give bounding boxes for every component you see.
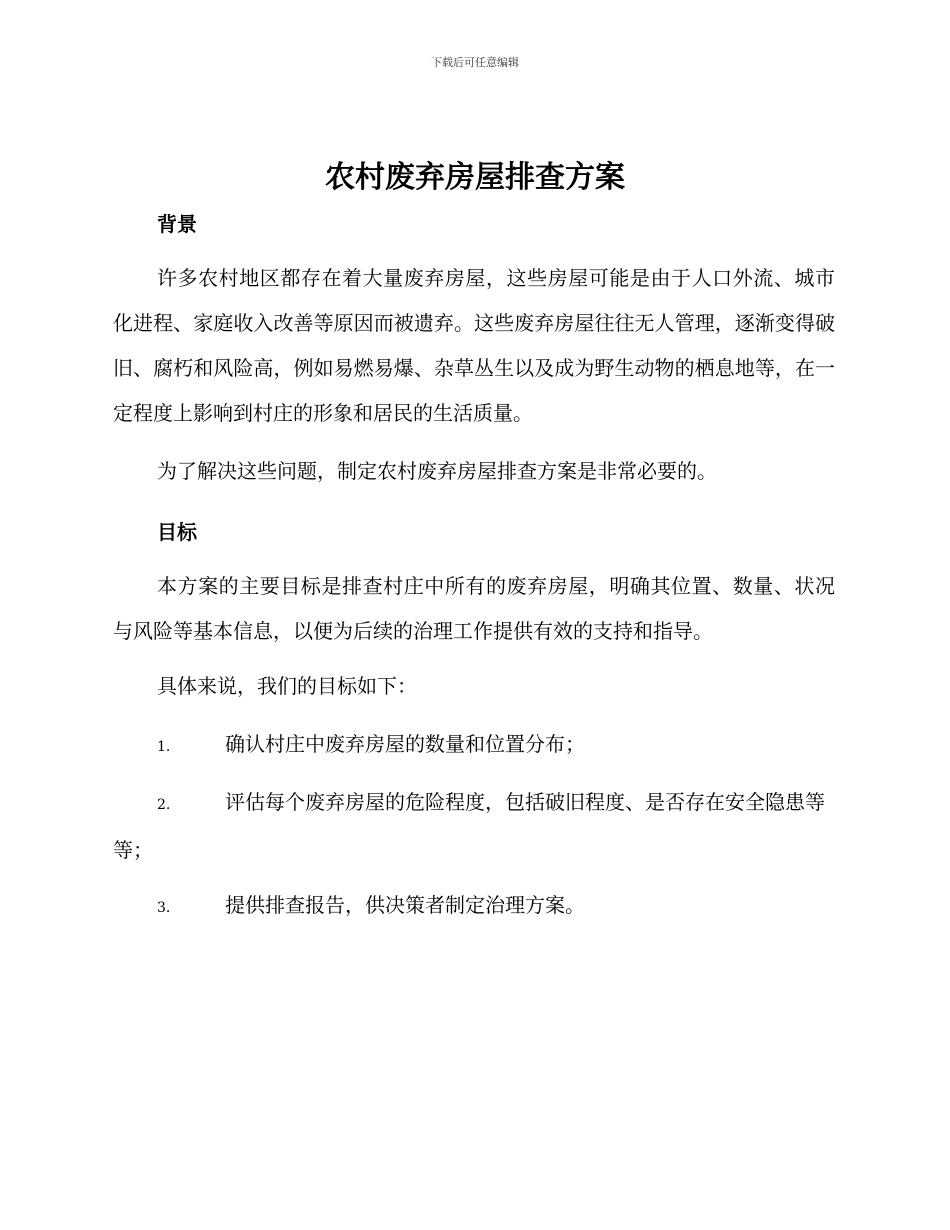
- document-title: 农村废弃房屋排查方案: [325, 160, 625, 195]
- section-heading-background: 背景: [157, 212, 197, 236]
- list-text: 确认村庄中废弃房屋的数量和位置分布；: [225, 732, 585, 756]
- goals-paragraph-1: 本方案的主要目标是排查村庄中所有的废弃房屋，明确其位置、数量、状况与风险等基本信息，以便为后续的治理工作提供有效的支持和指导。: [113, 574, 835, 643]
- list-text: 提供排查报告，供决策者制定治理方案。: [225, 893, 585, 917]
- list-number: 1.: [157, 739, 171, 755]
- list-number: 2.: [157, 797, 171, 813]
- list-text: 评估每个废弃房屋的危险程度，包括破旧程度、是否存在安全隐患等等；: [113, 790, 825, 862]
- header-note: 下载后可任意编辑: [431, 56, 519, 69]
- list-number: 3.: [157, 900, 171, 916]
- section-heading-goals: 目标: [157, 520, 197, 544]
- goal-list-item: [113, 722, 835, 770]
- background-paragraph-1: 许多农村地区都存在着大量废弃房屋，这些房屋可能是由于人口外流、城市化进程、家庭收入改善等原因而被遗弃。这些废弃房屋往往无人管理，逐渐变得破旧、腐朽和风险高，例如易燃易爆、杂草丛生以及成为野生动物的栖息地等，在一定程度上影响到村庄的形象和居民的生活质量。: [113, 266, 835, 425]
- goal-list-item: [113, 883, 835, 931]
- goals-paragraph-2: 具体来说，我们的目标如下：: [157, 674, 417, 698]
- background-paragraph-2: 为了解决这些问题，制定农村废弃房屋排查方案是非常必要的。: [157, 459, 717, 483]
- goal-list-item: [113, 780, 835, 873]
